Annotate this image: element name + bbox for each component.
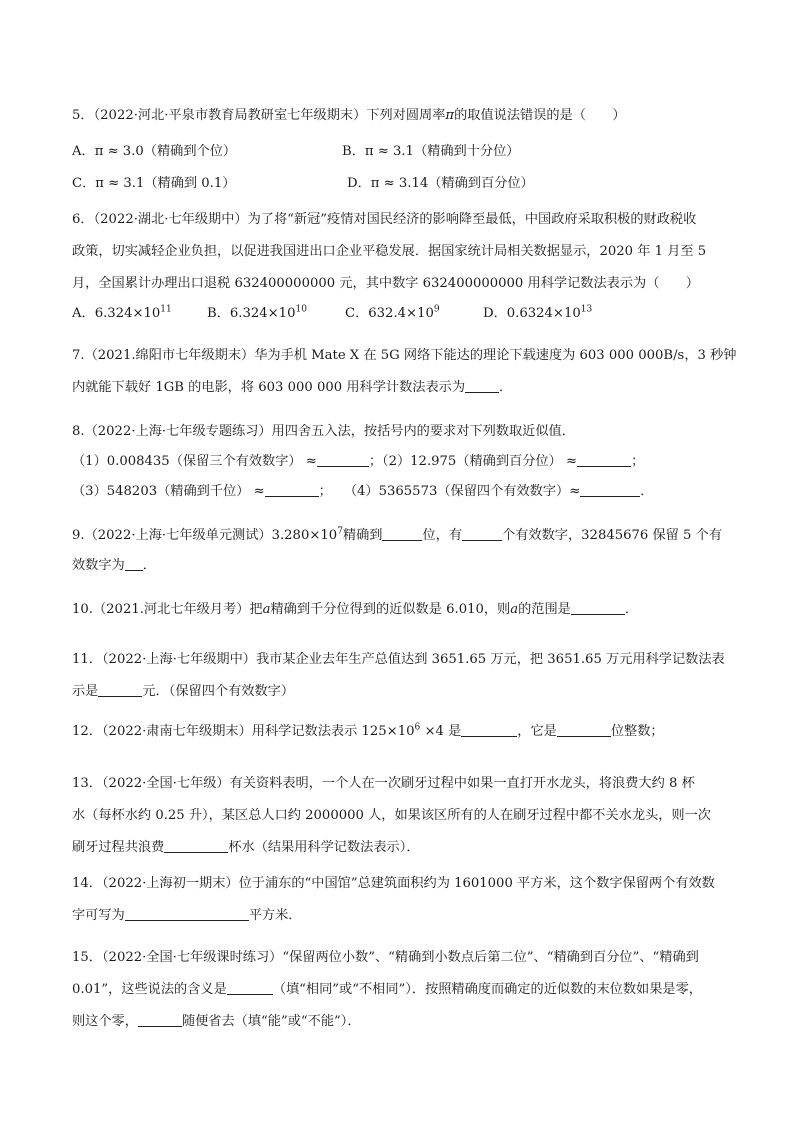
question-8-line-1: 8.（2022·上海·七年级专题练习）用四舍五入法，按括号内的要求对下列数取近似值． [72,424,575,439]
question-13-line-3: 刷牙过程共浪费 杯水（结果用科学记数法表示）． [72,840,420,855]
option-a: A．$6.324\times 10^{11}$ [72,304,172,321]
question-15-line-2: 0.01”，这些说法的含义是 （填“相同”或“不相同”）．按照精确度而确定的近似数的末位数如果是零， [72,982,702,997]
question-12-line-1: 12．（2022·肃南七年级期末）用科学记数法表示 $125\times 10^6 \times 4$ 是 ，它是 位整数； [72,722,664,739]
answer-blank[interactable] [557,722,611,737]
answer-blank[interactable] [317,452,369,467]
question-6-line-2: 政策，切实减轻企业负担，以促进我国进出口企业平稳发展．据国家统计局相关数据显示，2020 年 1 月至 5 [72,244,707,259]
question-6-options [72,302,722,326]
question-5 [72,104,722,196]
option-c: C．$632.4\times 10^9$ [345,304,440,321]
answer-blank[interactable] [125,556,143,571]
question-15-line-1: 15．（2022·全国·七年级课时练习）“保留两位小数”、“精确到小数点后第二位”、“精确到百分位”、“精确到 [72,950,699,965]
answer-blank[interactable] [462,526,502,541]
question-5-options-row-2 [72,172,722,196]
question-8-row-2: （3）548203（精确到千位） ≈ ； （4）5365573（保留四个有效数字）≈ ． [72,484,654,499]
question-7-line-1: 7.（2021.绵阳市七年级期末）华为手机 Mate X 在 5G 网络下能达的理论下载速度为 603 000 000B/s，3 秒钟 [72,348,737,363]
question-9-line-2: 效数字为 ． [72,558,156,573]
variable-a: a [510,602,519,617]
question-7-line-2: 内就能下载好 1GB 的电影，将 603 000 000 用科学计数法表示为 ． [72,380,513,395]
answer-blank[interactable] [580,482,640,497]
option-b: B．π ≈ 3.1（精确到十分位） [342,144,520,159]
question-14-line-1: 14．（2022·上海初一期末）位于浦东的“中国馆”总建筑面积约为 1601000 平方米，这个数字保留两个有效数 [72,876,715,891]
answer-blank[interactable] [125,906,249,921]
answer-blank[interactable] [577,452,631,467]
answer-blank[interactable] [98,682,142,697]
question-14-line-2: 字可写为 平方米． [72,908,302,923]
question-11 [72,648,725,704]
question-6 [72,208,722,326]
question-5-stem: 5．（2022·河北·平泉市教育局教研室七年级期末）下列对圆周率π的取值说法错误的是（ ） [72,108,626,123]
answer-blank[interactable] [382,526,422,541]
question-14 [72,872,722,928]
option-d: D．π ≈ 3.14（精确到百分位） [347,176,534,191]
question-8-row-1: （1）0.008435（保留三个有效数字） ≈ ；（2）12.975（精确到百分位） ≈ ； [72,454,645,469]
option-a: A．π ≈ 3.0（精确到个位） [72,144,237,159]
pi-symbol: π [445,108,455,123]
answer-blank[interactable] [465,378,499,393]
answer-blank[interactable] [265,482,319,497]
answer-blank[interactable] [461,722,517,737]
question-6-line-3: 月，全国累计办理出口退税 632400000000 元，其中数字 632400000000 用科学记数法表示为（ ） [72,276,699,291]
question-13 [72,772,722,860]
question-11-line-2: 示是 元．（保留四个有效数字） [72,684,295,699]
question-10 [72,598,722,622]
question-9-line-1: 9.（2022·上海·七年级单元测试）$3.280\times 10^7$精确到 位，有 个有效数字，32845676 保留 5 个有 [72,526,723,543]
option-d: D．$0.6324\times 10^{13}$ [483,304,593,321]
question-12 [72,720,722,744]
question-13-line-1: 13．（2022·全国·七年级）有关资料表明，一个人在一次刷牙过程中如果一直打开水龙头，将浪费大约 8 杯 [72,776,695,791]
question-8 [72,420,722,504]
answer-blank[interactable] [227,980,273,995]
variable-a: a [262,602,271,617]
question-6-line-1: 6．（2022·湖北·七年级期中）为了将“新冠”疫情对国民经济的影响降至最低，中国政府采取积极的财政税收 [72,212,697,227]
question-5-options-row-1 [72,140,722,164]
question-15 [72,946,722,1034]
answer-blank[interactable] [571,600,625,615]
question-10-line-1: 10.（2021.河北七年级月考）把a精确到千分位得到的近似数是 6.010，则a的范围是 ． [72,602,639,617]
answer-blank[interactable] [164,838,228,853]
question-13-line-2: 水（每杯水约 0.25 升），某区总人口约 2000000 人，如果该区所有的人在刷牙过程中都不关水龙头，则一次 [72,808,711,823]
question-9 [72,524,722,578]
question-7 [72,344,737,400]
option-b: B．$6.324\times 10^{10}$ [207,304,307,321]
question-15-line-3: 则这个零， 随便省去（填“能”或“不能”）． [72,1014,361,1029]
answer-blank[interactable] [138,1012,182,1027]
question-11-line-1: 11．（2022·上海·七年级期中）我市某企业去年生产总值达到 3651.65 万元，把 3651.65 万元用科学记数法表 [72,652,725,667]
option-c: C．π ≈ 3.1（精确到 0.1） [72,176,236,191]
